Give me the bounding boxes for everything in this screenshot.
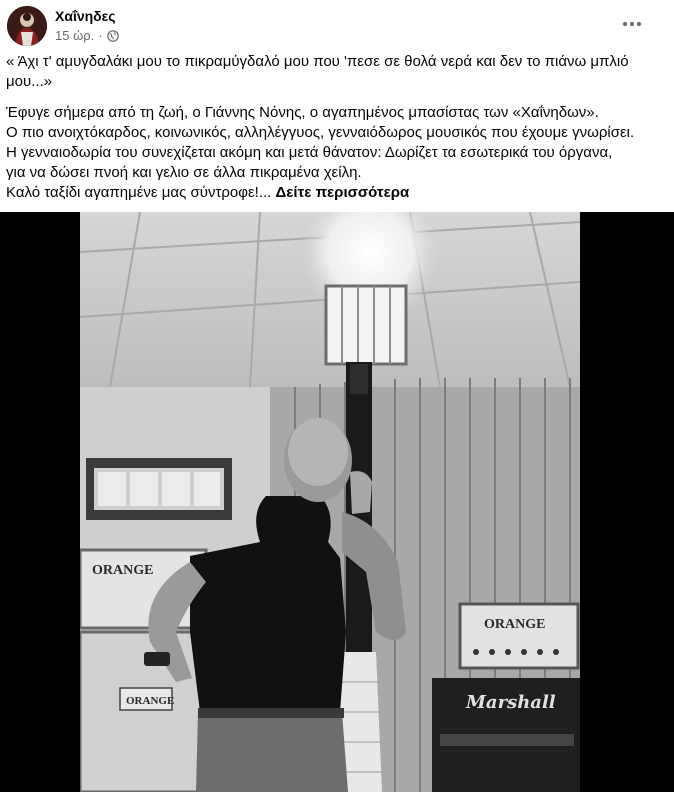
caption-line-3: Η γενναιοδωρία του συνεχίζεται ακόμη και μετά θάνατον: Δωρίζετ τα εσωτερικά του όργανα, bbox=[6, 144, 613, 161]
page-avatar[interactable] bbox=[7, 6, 47, 46]
amp-brand-label-1: ORANGE bbox=[92, 563, 154, 578]
caption-line-2: Ο πιο ανοιχτόκαρδος, κοινωνικός, αλληλέγγυος, γενναιόδωρος μουσικός που έχουμε γνωρίσει. bbox=[6, 124, 635, 141]
post-caption bbox=[6, 52, 666, 203]
post-meta bbox=[55, 28, 119, 43]
post-photo bbox=[80, 212, 580, 792]
caption-line-4: για να δώσει πνοή και γελιο σε άλλα πικραμένα χείλη. bbox=[6, 164, 362, 181]
page-name[interactable]: Χαΐνηδες bbox=[55, 8, 116, 24]
post-photo-frame[interactable] bbox=[0, 212, 674, 792]
post-time[interactable]: 15 ώρ. bbox=[55, 28, 95, 43]
caption-line-1: Έφυγε σήμερα από τη ζωή, ο Γιάννης Νόνης, ο αγαπημένος μπασίστας των «Χαΐνηδων». bbox=[6, 104, 599, 121]
ellipsis-icon bbox=[622, 21, 642, 27]
meta-separator: · bbox=[98, 28, 103, 43]
amp-brand-label-3: ORANGE bbox=[484, 617, 546, 632]
amp-brand-label-2: ORANGE bbox=[126, 695, 175, 707]
globe-icon[interactable] bbox=[107, 30, 119, 42]
caption-line-5-text: Καλό ταξίδι αγαπημένε μας σύντροφε!... bbox=[6, 184, 272, 201]
more-options-button[interactable] bbox=[614, 12, 650, 36]
caption-quote: « Άχι τ' αμυγδαλάκι μου το πικραμύγδαλό μου που 'πεσε σε θολά νερά και δεν το πιάνω μπλιό μου...» bbox=[6, 53, 629, 90]
post-header bbox=[0, 0, 674, 50]
amp-brand-label-4: Marshall bbox=[466, 692, 556, 713]
caption-line-5 bbox=[6, 183, 666, 203]
see-more-link[interactable]: Δείτε περισσότερα bbox=[275, 184, 410, 201]
